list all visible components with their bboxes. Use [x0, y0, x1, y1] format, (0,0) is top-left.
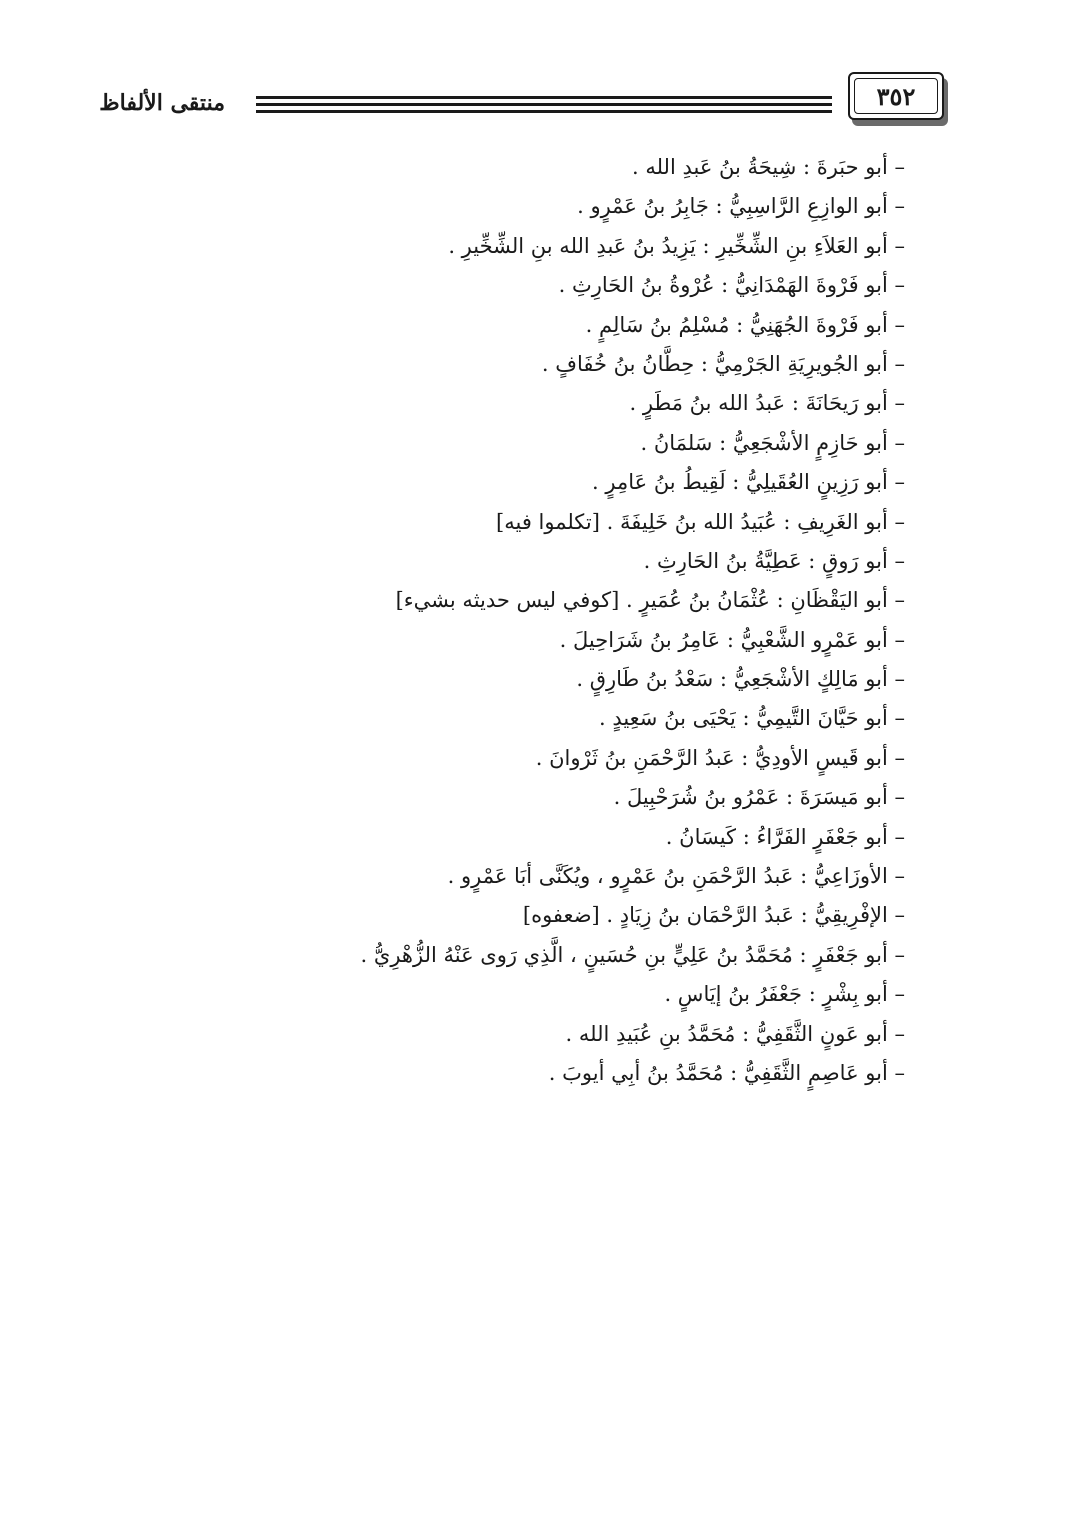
list-item: – أبو اليَقْظَانِ : عُثْمَانُ بنُ عُمَيرٍ . [كوفي ليس حديثه بشيء] — [395, 588, 905, 613]
list-item: – أبو فَرْوةَ الجُهَنِيُّ : مُسْلِمُ بنُ سَالِمٍ . — [585, 312, 905, 337]
list-item: – أبو رَزِينٍ العُقَيلِيُّ : لَقِيطُ بنُ عَامِرٍ . — [592, 470, 905, 495]
list-item: – أبو حَازِمٍ الأشْجَعِيُّ : سَلمَانُ . — [640, 430, 905, 455]
list-item: – أبو مَيسَرَةَ : عَمْرُو بنُ شُرَحْبِيلَ . — [613, 785, 905, 810]
list-item: – أبو العَلاَءِ بنِ الشِّخِّيرِ : يَزِيدُ بنُ عَبدِ الله بنِ الشِّخِّيرِ . — [448, 233, 905, 258]
list-item: – أبو بِشْرٍ : جَعْفَرُ بنُ إيَاسٍ . — [664, 982, 905, 1007]
list-item: – أبو جَعْفَرٍ : مُحَمَّدُ بنُ عَلِيٍّ بنِ حُسَينٍ ، الَّذِي رَوى عَنْهُ الزُّهْرِيُّ . — [360, 942, 905, 967]
list-item: – أبو فَرْوةَ الهَمْدَانِيُّ : عُرْوةُ بنُ الحَارِثِ . — [558, 273, 905, 298]
list-item: – الأوزَاعِيُّ : عَبدُ الرَّحْمَنِ بنُ عَمْرٍو ، ويُكَنَّى أبَا عَمْرٍو . — [447, 864, 905, 889]
list-item: – أبو قَيسٍ الأودِيُّ : عَبدُ الرَّحْمَنِ بنُ ثَرْوانَ . — [535, 745, 905, 770]
narrator-list — [125, 148, 905, 1093]
list-item: – أبو عَاصِمٍ الثَّقَفِيُّ : مُحَمَّدُ بنُ أبِي أيوبَ . — [548, 1060, 905, 1085]
header-rule-line — [256, 110, 832, 113]
list-item: – أبو الوازِعِ الرَّاسِبِيُّ : جَابِرُ بنُ عَمْرٍو . — [577, 194, 905, 219]
list-item: – أبو جَعْفَرٍ الفَرَّاءُ : كَيسَانُ . — [665, 824, 905, 849]
list-item: – أبو الغَرِيفِ : عُبَيدُ الله بنُ خَلِيفَةَ . [تكلموا فيه] — [496, 509, 905, 534]
header-rule-line — [256, 96, 832, 99]
list-item: – أبو عَونٍ الثَّقَفِيُّ : مُحَمَّدُ بنِ عُبَيدِ الله . — [565, 1021, 905, 1046]
page-number-box — [848, 72, 944, 120]
list-item: – الإفْرِيقِيُّ : عَبدُ الرَّحْمَان بنُ زِيَادٍ . [ضعفوه] — [522, 903, 905, 928]
list-item: – أبو رَوقٍ : عَطِيَّةُ بنُ الحَارِثِ . — [643, 548, 905, 573]
header-rule-line — [256, 103, 832, 106]
list-item: – أبو رَيحَانَةَ : عَبدُ الله بنُ مَطَرٍ . — [629, 391, 905, 416]
list-item: – أبو الجُويرِيَةِ الجَرْمِيُّ : حِطَّانُ بنُ خُفَافٍ . — [541, 351, 905, 376]
list-item: – أبو حَيَّانَ التَّيمِيُّ : يَحْيَى بنُ سَعِيدٍ . — [598, 706, 905, 731]
header-rule — [256, 94, 832, 116]
list-item: – أبو مَالِكٍ الأشْجَعِيُّ : سَعْدُ بنُ طَارِقٍ . — [576, 667, 905, 692]
book-title: منتقى الألفاظ — [99, 90, 225, 116]
list-item: – أبو حبَرةَ : شِيحَةُ بنُ عَبدِ الله . — [632, 155, 905, 179]
page-header — [0, 70, 1075, 140]
list-item: – أبو عَمْرٍو الشَّعْبِيُّ : عَامِرُ بنُ شَرَاحِيلَ . — [559, 627, 905, 652]
page-number: ٣٥٢ — [876, 81, 916, 111]
